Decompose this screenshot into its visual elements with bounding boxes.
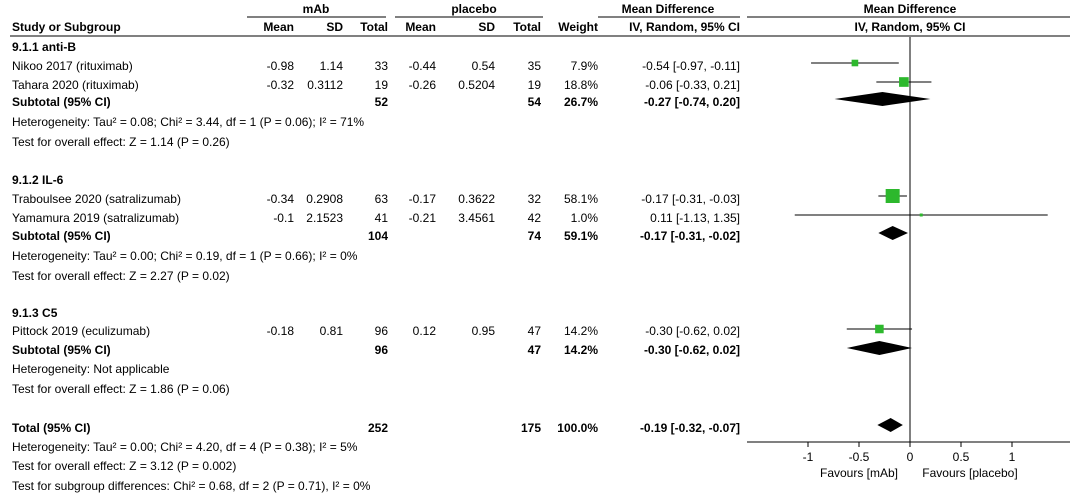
total-diamond <box>877 418 903 432</box>
ctl-sd: 0.95 <box>471 324 495 338</box>
subtotal-row <box>12 229 740 243</box>
exp-mean: -0.1 <box>273 211 294 225</box>
subgroup-title: 9.1.2 IL-6 <box>12 173 64 187</box>
col-study: Study or Subgroup <box>12 20 121 34</box>
ci-value: -0.54 [-0.97, -0.11] <box>642 59 740 73</box>
subtotal-row <box>12 95 740 109</box>
total-row <box>12 421 740 435</box>
ctl-sd: 3.4561 <box>458 211 495 225</box>
total-heterogeneity-text: Heterogeneity: Tau² = 0.00; Chi² = 4.20, df = 4 (P = 0.38); I² = 5% <box>12 440 358 454</box>
exp-sd: 0.2908 <box>306 192 343 206</box>
x-axis-ticks <box>803 442 1016 464</box>
exp-sd: 0.81 <box>319 324 343 338</box>
overall-effect-text: Test for overall effect: Z = 2.27 (P = 0.02) <box>12 269 230 283</box>
table-row <box>12 211 740 225</box>
ctl-total: 35 <box>527 59 541 73</box>
study-name: Traboulsee 2020 (satralizumab) <box>12 192 181 206</box>
subtotal-label: Subtotal (95% CI) <box>12 229 111 243</box>
ctl-mean: 0.12 <box>412 324 436 338</box>
ctl-mean: -0.44 <box>408 59 436 73</box>
ctl-group-header: placebo <box>451 2 497 16</box>
exp-total: 19 <box>374 78 388 92</box>
subtotal-diamond <box>847 341 912 355</box>
col-ci: IV, Random, 95% CI <box>629 20 740 34</box>
ctl-mean: -0.21 <box>408 211 436 225</box>
subtotal-ctl-total: 47 <box>527 343 541 357</box>
col-weight: Weight <box>558 20 598 34</box>
subtotal-exp-total: 52 <box>374 95 388 109</box>
overall-effect-text: Test for overall effect: Z = 1.86 (P = 0.06) <box>12 382 230 396</box>
total-exp-total: 252 <box>367 421 388 435</box>
subtotal-weight: 14.2% <box>563 343 598 357</box>
ctl-total: 19 <box>527 78 541 92</box>
ctl-total: 32 <box>527 192 541 206</box>
col-ctl-sd: SD <box>478 20 495 34</box>
study-marker <box>886 189 900 203</box>
table-row <box>12 192 740 206</box>
weight: 7.9% <box>570 59 598 73</box>
exp-total: 33 <box>374 59 388 73</box>
heterogeneity-text: Heterogeneity: Tau² = 0.08; Chi² = 3.44, df = 1 (P = 0.06); I² = 71% <box>12 115 365 129</box>
ctl-sd: 0.5204 <box>458 78 495 92</box>
plot-marks <box>795 60 1048 432</box>
weight: 14.2% <box>563 324 598 338</box>
subtotal-weight: 26.7% <box>563 95 598 109</box>
weight: 1.0% <box>570 211 598 225</box>
study-marker <box>920 214 923 217</box>
exp-total: 41 <box>374 211 388 225</box>
subtotal-exp-total: 104 <box>367 229 388 243</box>
col-exp-mean: Mean <box>263 20 294 34</box>
study-name: Yamamura 2019 (satralizumab) <box>12 211 180 225</box>
exp-sd: 1.14 <box>319 59 343 73</box>
col-ctl-total: Total <box>513 20 541 34</box>
study-marker <box>875 325 884 334</box>
weight: 58.1% <box>563 192 598 206</box>
subgroup-title: 9.1.1 anti-B <box>12 40 77 54</box>
total-ctl-total: 175 <box>520 421 541 435</box>
heterogeneity-text: Heterogeneity: Not applicable <box>12 362 170 376</box>
subtotal-weight: 59.1% <box>563 229 598 243</box>
subtotal-ctl-total: 54 <box>527 95 541 109</box>
ci-value: 0.11 [-1.13, 1.35] <box>650 211 740 225</box>
ci-value: -0.17 [-0.31, -0.03] <box>641 192 740 206</box>
exp-total: 63 <box>374 192 388 206</box>
effect-group-header: Mean Difference <box>621 2 715 16</box>
x-tick-label: -1 <box>802 450 814 464</box>
ctl-sd: 0.54 <box>471 59 495 73</box>
total-overall-effect-text: Test for overall effect: Z = 3.12 (P = 0.002) <box>12 459 237 473</box>
subtotal-exp-total: 96 <box>374 343 388 357</box>
overall-effect-text: Test for overall effect: Z = 1.14 (P = 0.26) <box>12 135 230 149</box>
x-tick-label: 0.5 <box>952 450 970 464</box>
table-row <box>12 324 740 338</box>
subtotal-ci: -0.27 [-0.74, 0.20] <box>643 95 740 109</box>
subtotal-label: Subtotal (95% CI) <box>12 95 111 109</box>
ci-value: -0.30 [-0.62, 0.02] <box>645 324 740 338</box>
exp-sd: 2.1523 <box>306 211 343 225</box>
col-exp-total: Total <box>360 20 388 34</box>
col-ctl-mean: Mean <box>405 20 436 34</box>
subtotal-ci: -0.30 [-0.62, 0.02] <box>643 343 740 357</box>
x-tick-label: 1 <box>1008 450 1016 464</box>
subtotal-label: Subtotal (95% CI) <box>12 343 111 357</box>
exp-mean: -0.98 <box>266 59 294 73</box>
subtotal-diamond <box>835 92 931 106</box>
total-weight: 100.0% <box>557 421 598 435</box>
exp-sd: 0.3112 <box>307 78 343 92</box>
ctl-total: 47 <box>527 324 541 338</box>
study-name: Tahara 2020 (rituximab) <box>12 78 139 92</box>
study-marker <box>899 77 909 87</box>
study-marker <box>852 60 859 67</box>
ctl-mean: -0.17 <box>408 192 436 206</box>
total-label: Total (95% CI) <box>12 421 91 435</box>
exp-mean: -0.18 <box>266 324 294 338</box>
col-plot-ci: IV, Random, 95% CI <box>854 20 966 34</box>
subtotal-ci: -0.17 [-0.31, -0.02] <box>639 229 740 243</box>
ctl-sd: 0.3622 <box>458 192 495 206</box>
col-exp-sd: SD <box>326 20 343 34</box>
exp-mean: -0.34 <box>266 192 294 206</box>
favours-left-label: Favours [mAb] <box>819 466 899 480</box>
heterogeneity-text: Heterogeneity: Tau² = 0.00; Chi² = 0.19, df = 1 (P = 0.66); I² = 0% <box>12 249 358 263</box>
weight: 18.8% <box>563 78 598 92</box>
table-row <box>12 78 740 92</box>
ci-value: -0.06 [-0.33, 0.21] <box>645 78 740 92</box>
ctl-mean: -0.26 <box>408 78 436 92</box>
subgroup-title: 9.1.3 C5 <box>12 306 58 320</box>
subgroup-diff-text: Test for subgroup differences: Chi² = 0.68, df = 2 (P = 0.71), I² = 0% <box>12 479 371 493</box>
exp-total: 96 <box>374 324 388 338</box>
exp-mean: -0.32 <box>266 78 294 92</box>
table-row <box>12 59 740 73</box>
favours-right-label: Favours [placebo] <box>922 466 1018 480</box>
subtotal-row <box>12 343 740 357</box>
subtotal-diamond <box>878 226 908 240</box>
exp-group-header: mAb <box>302 2 330 16</box>
ctl-total: 42 <box>527 211 541 225</box>
plot-group-header: Mean Difference <box>863 2 957 16</box>
x-tick-label: -0.5 <box>848 450 870 464</box>
plot-area <box>747 37 1070 480</box>
x-tick-label: 0 <box>906 450 914 464</box>
total-ci: -0.19 [-0.32, -0.07] <box>639 421 740 435</box>
study-name: Nikoo 2017 (rituximab) <box>12 59 133 73</box>
subtotal-ctl-total: 74 <box>527 229 541 243</box>
study-name: Pittock 2019 (eculizumab) <box>12 324 151 338</box>
